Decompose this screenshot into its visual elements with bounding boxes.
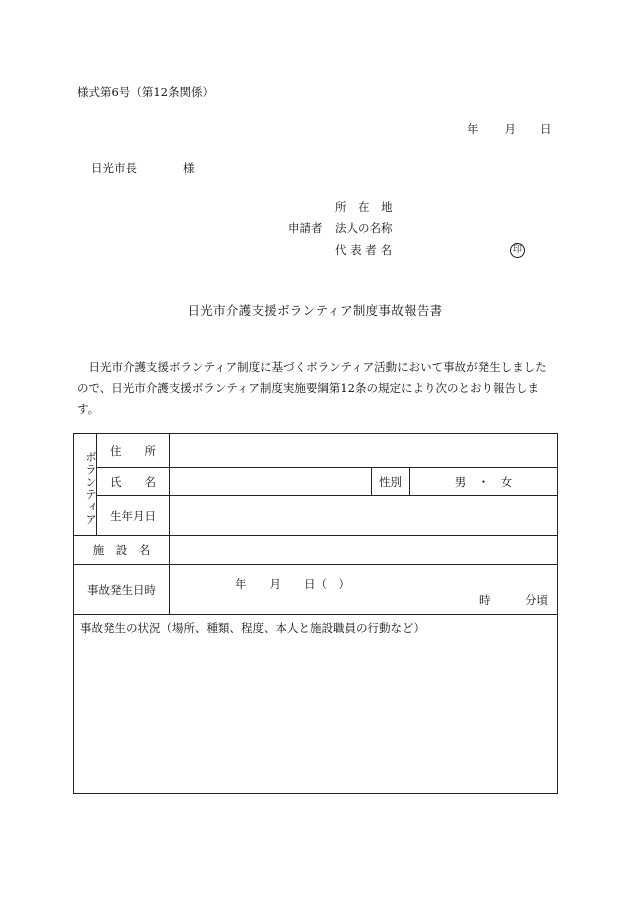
applicant-role-label: 申請者 xyxy=(288,221,323,235)
birthdate-field[interactable] xyxy=(170,496,558,536)
address-label: 住 所 xyxy=(97,434,170,468)
addressee-honorific: 様 xyxy=(183,161,195,175)
address-field[interactable] xyxy=(170,434,558,468)
document-title: 日光市介護支援ボランティア制度事故報告書 xyxy=(187,303,443,318)
addressee-name: 日光市長 xyxy=(91,161,137,175)
applicant-address-label: 所 在 地 xyxy=(335,200,393,214)
applicant-representative-label: 代 表 者 名 xyxy=(335,243,392,257)
seal-mark: 印 xyxy=(510,243,525,258)
table-row xyxy=(74,434,558,468)
situation-field[interactable] xyxy=(74,615,558,794)
gender-label: 性別 xyxy=(372,468,410,496)
report-date xyxy=(467,124,552,136)
volunteer-group-label: ボランティア xyxy=(74,434,97,536)
facility-label: 施 設 名 xyxy=(74,536,170,565)
form-number: 様式第6号（第12条関係） xyxy=(77,85,214,99)
situation-label: 事故発生の状況（場所、種類、程度、本人と施設職員の行動など） xyxy=(80,621,425,635)
incident-date-text: 年 月 日（ ） xyxy=(235,577,350,591)
date-year-label: 年 xyxy=(467,122,479,136)
table-row xyxy=(74,468,558,496)
name-label: 氏 名 xyxy=(97,468,170,496)
facility-field[interactable] xyxy=(170,536,558,565)
table-row xyxy=(74,536,558,565)
applicant-corp-name-label: 法人の名称 xyxy=(335,221,393,235)
date-month-label: 月 xyxy=(504,122,516,136)
table-row xyxy=(74,565,558,615)
body-paragraph: 日光市介護支援ボランティア制度に基づくボランティア活動において事故が発生しましたので、日光市介護支援ボランティア制度実施要綱第12条の規定により次のとおり報告します。 xyxy=(77,360,547,416)
gender-choice[interactable]: 男 ・ 女 xyxy=(410,468,558,496)
report-form-table xyxy=(73,433,558,794)
incident-time-text: 時 分頃 xyxy=(479,593,548,607)
incident-datetime-field[interactable] xyxy=(170,565,558,615)
applicant-block xyxy=(288,202,548,262)
table-row xyxy=(74,615,558,794)
name-field[interactable] xyxy=(170,468,372,496)
birthdate-label: 生年月日 xyxy=(97,496,170,536)
incident-datetime-label: 事故発生日時 xyxy=(74,565,170,615)
table-row xyxy=(74,496,558,536)
date-day-label: 日 xyxy=(540,122,552,136)
